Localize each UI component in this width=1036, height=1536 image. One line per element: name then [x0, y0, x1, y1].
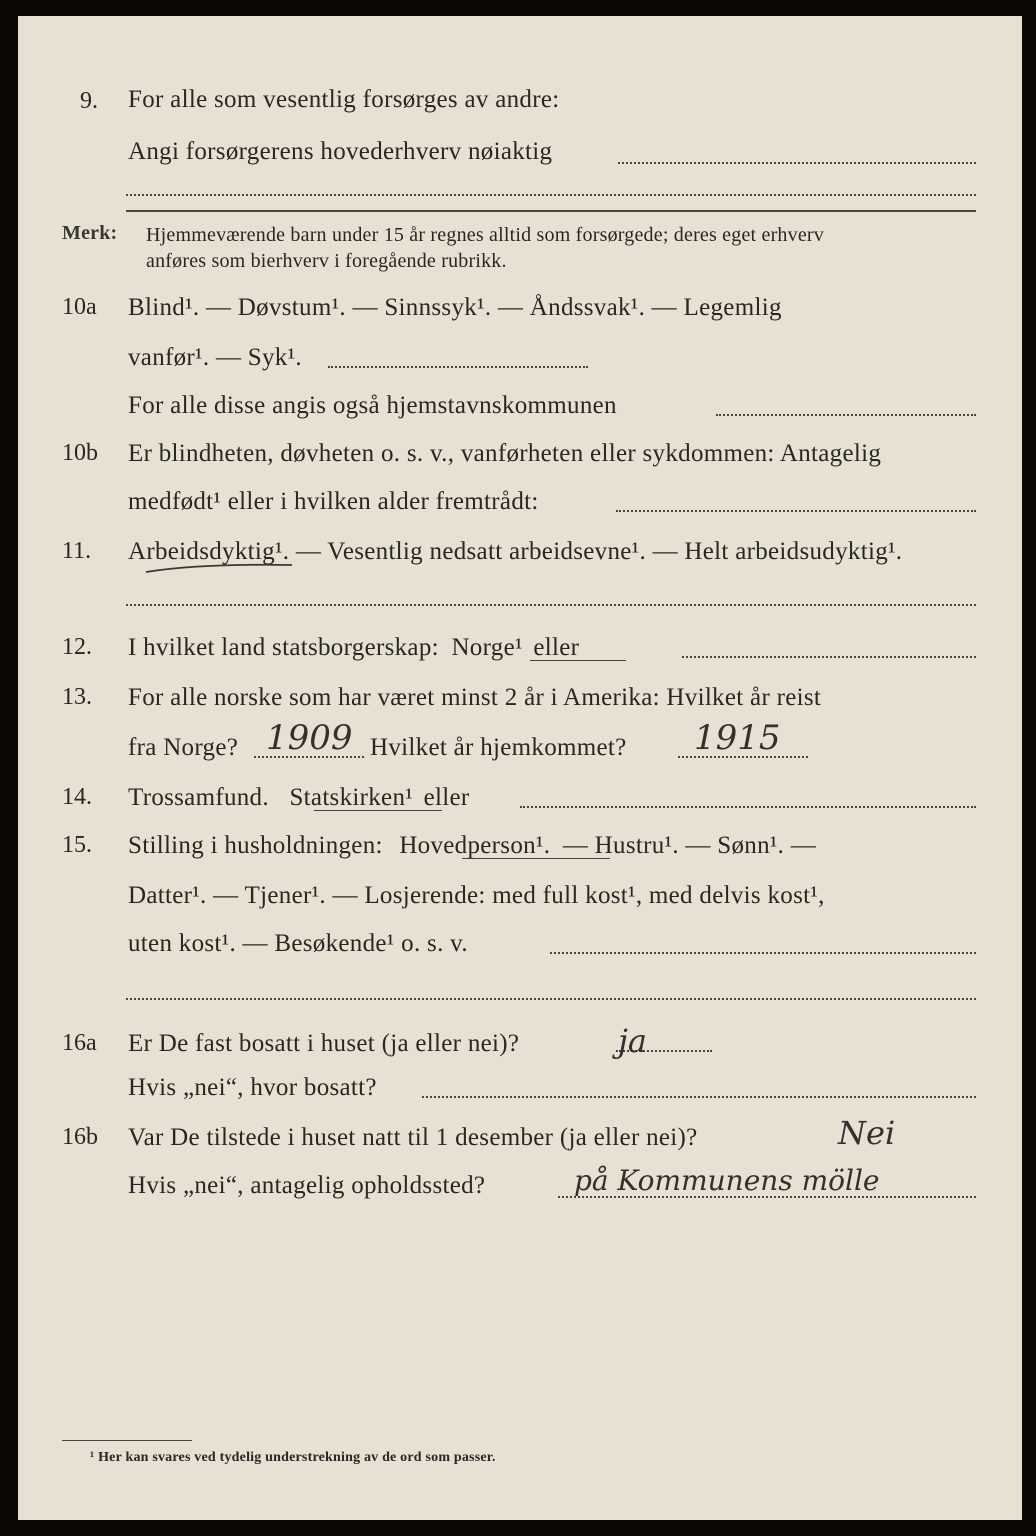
q12-answer-line: [682, 656, 976, 658]
q16b-line1: Var De tilstede i huset natt til 1 desember (ja eller nei)?: [128, 1124, 698, 1151]
q11-line1: Arbeidsdyktig¹. — Vesentlig nedsatt arbeidsevne¹. — Helt arbeidsudyktig¹.: [128, 538, 903, 565]
q16a-residence-line: [422, 1096, 976, 1098]
q12-option-underline: [530, 660, 626, 661]
q13-line1: For alle norske som har været minst 2 år i Amerika: Hvilket år reist: [128, 684, 822, 711]
q9-number: 9.: [80, 88, 98, 114]
section-rule: [126, 210, 976, 212]
q11-number: 11.: [62, 538, 92, 564]
q12-number: 12.: [62, 634, 92, 660]
q15-number: 15.: [62, 832, 92, 858]
q16b-line2: Hvis „nei“, antagelig opholdssted?: [128, 1172, 486, 1199]
footnote: ¹ Her kan svares ved tydelig understrekning av de ord som passer.: [90, 1450, 496, 1465]
q10b-answer-line: [616, 510, 976, 512]
q16a-line1: Er De fast bosatt i huset (ja eller nei)?: [128, 1030, 520, 1057]
q12-option-norge: Norge¹: [451, 634, 523, 661]
q9-answer-line-2: [126, 194, 976, 196]
merk-line2: anføres som bierhverv i foregående rubrikk.: [146, 250, 507, 272]
q10b-number: 10b: [62, 440, 98, 466]
merk-line1: Hjemmeværende barn under 15 år regnes alltid som forsørgede; deres eget erhverv: [146, 224, 824, 246]
q13-line2-prefix: fra Norge?: [128, 734, 239, 761]
q13-number: 13.: [62, 684, 92, 710]
q13-return-year: 1915: [694, 718, 781, 758]
q15-answer-line: [550, 952, 976, 954]
q13-departure-year: 1909: [266, 718, 353, 758]
q10b-line2: medfødt¹ eller i hvilken alder fremtrådt:: [128, 488, 539, 515]
q16b-number: 16b: [62, 1124, 98, 1150]
q15-option-hovedperson: Hovedperson¹.: [399, 832, 551, 859]
q11-answer-line: [126, 604, 976, 606]
census-form-page: [18, 16, 1022, 1520]
q9-line2: Angi forsørgerens hovederhverv nøiaktig: [128, 138, 553, 165]
q10a-line1: Blind¹. — Døvstum¹. — Sinnssyk¹. — Åndssvak¹. — Legemlig: [128, 294, 782, 321]
q10a-number: 10a: [62, 294, 97, 320]
q14-answer-line: [520, 806, 976, 808]
footnote-rule: [62, 1440, 192, 1441]
q14-option-underline: [314, 810, 442, 811]
q15-prefix: Stilling i husholdningen:: [128, 832, 383, 859]
q10a-answer-line: [328, 366, 588, 368]
q16a-answer: ja: [618, 1022, 647, 1060]
q15-line1: [128, 832, 816, 860]
q9-line1: For alle som vesentlig forsørges av andre:: [128, 86, 560, 113]
q15-line3: uten kost¹. — Besøkende¹ o. s. v.: [128, 930, 468, 957]
q15-answer-line-2: [126, 998, 976, 1000]
q12-suffix: eller: [533, 634, 580, 661]
q14-line: [128, 784, 470, 812]
q16b-answer: Nei: [838, 1114, 896, 1152]
q11-underline-mark: [144, 562, 294, 576]
q14-number: 14.: [62, 784, 92, 810]
q10a-line2: vanfør¹. — Syk¹.: [128, 344, 302, 371]
q16a-number: 16a: [62, 1030, 97, 1056]
q15-option-underline: [462, 858, 610, 859]
q13-line2-mid: Hvilket år hjemkommet?: [370, 734, 627, 761]
q12-prefix: I hvilket land statsborgerskap:: [128, 634, 439, 661]
q10a-line3: For alle disse angis også hjemstavnskommunen: [128, 392, 617, 419]
q9-answer-line: [618, 162, 976, 164]
q12-line: [128, 634, 579, 662]
merk-label: Merk:: [62, 222, 118, 244]
q14-suffix: eller: [423, 784, 470, 811]
q10b-line1: Er blindheten, døvheten o. s. v., vanførheten eller sykdommen: Antagelig: [128, 440, 882, 467]
q10a-hometown-line: [716, 414, 976, 416]
q14-prefix: Trossamfund.: [128, 784, 269, 811]
q16a-line2: Hvis „nei“, hvor bosatt?: [128, 1074, 377, 1101]
q15-line2: Datter¹. — Tjener¹. — Losjerende: med full kost¹, med delvis kost¹,: [128, 882, 825, 909]
q15-rest: — Hustru¹. — Sønn¹. —: [562, 832, 817, 859]
q16b-location-answer: på Kommunens mölle: [574, 1164, 880, 1197]
q14-option-statskirken: Statskirken¹: [289, 784, 414, 811]
